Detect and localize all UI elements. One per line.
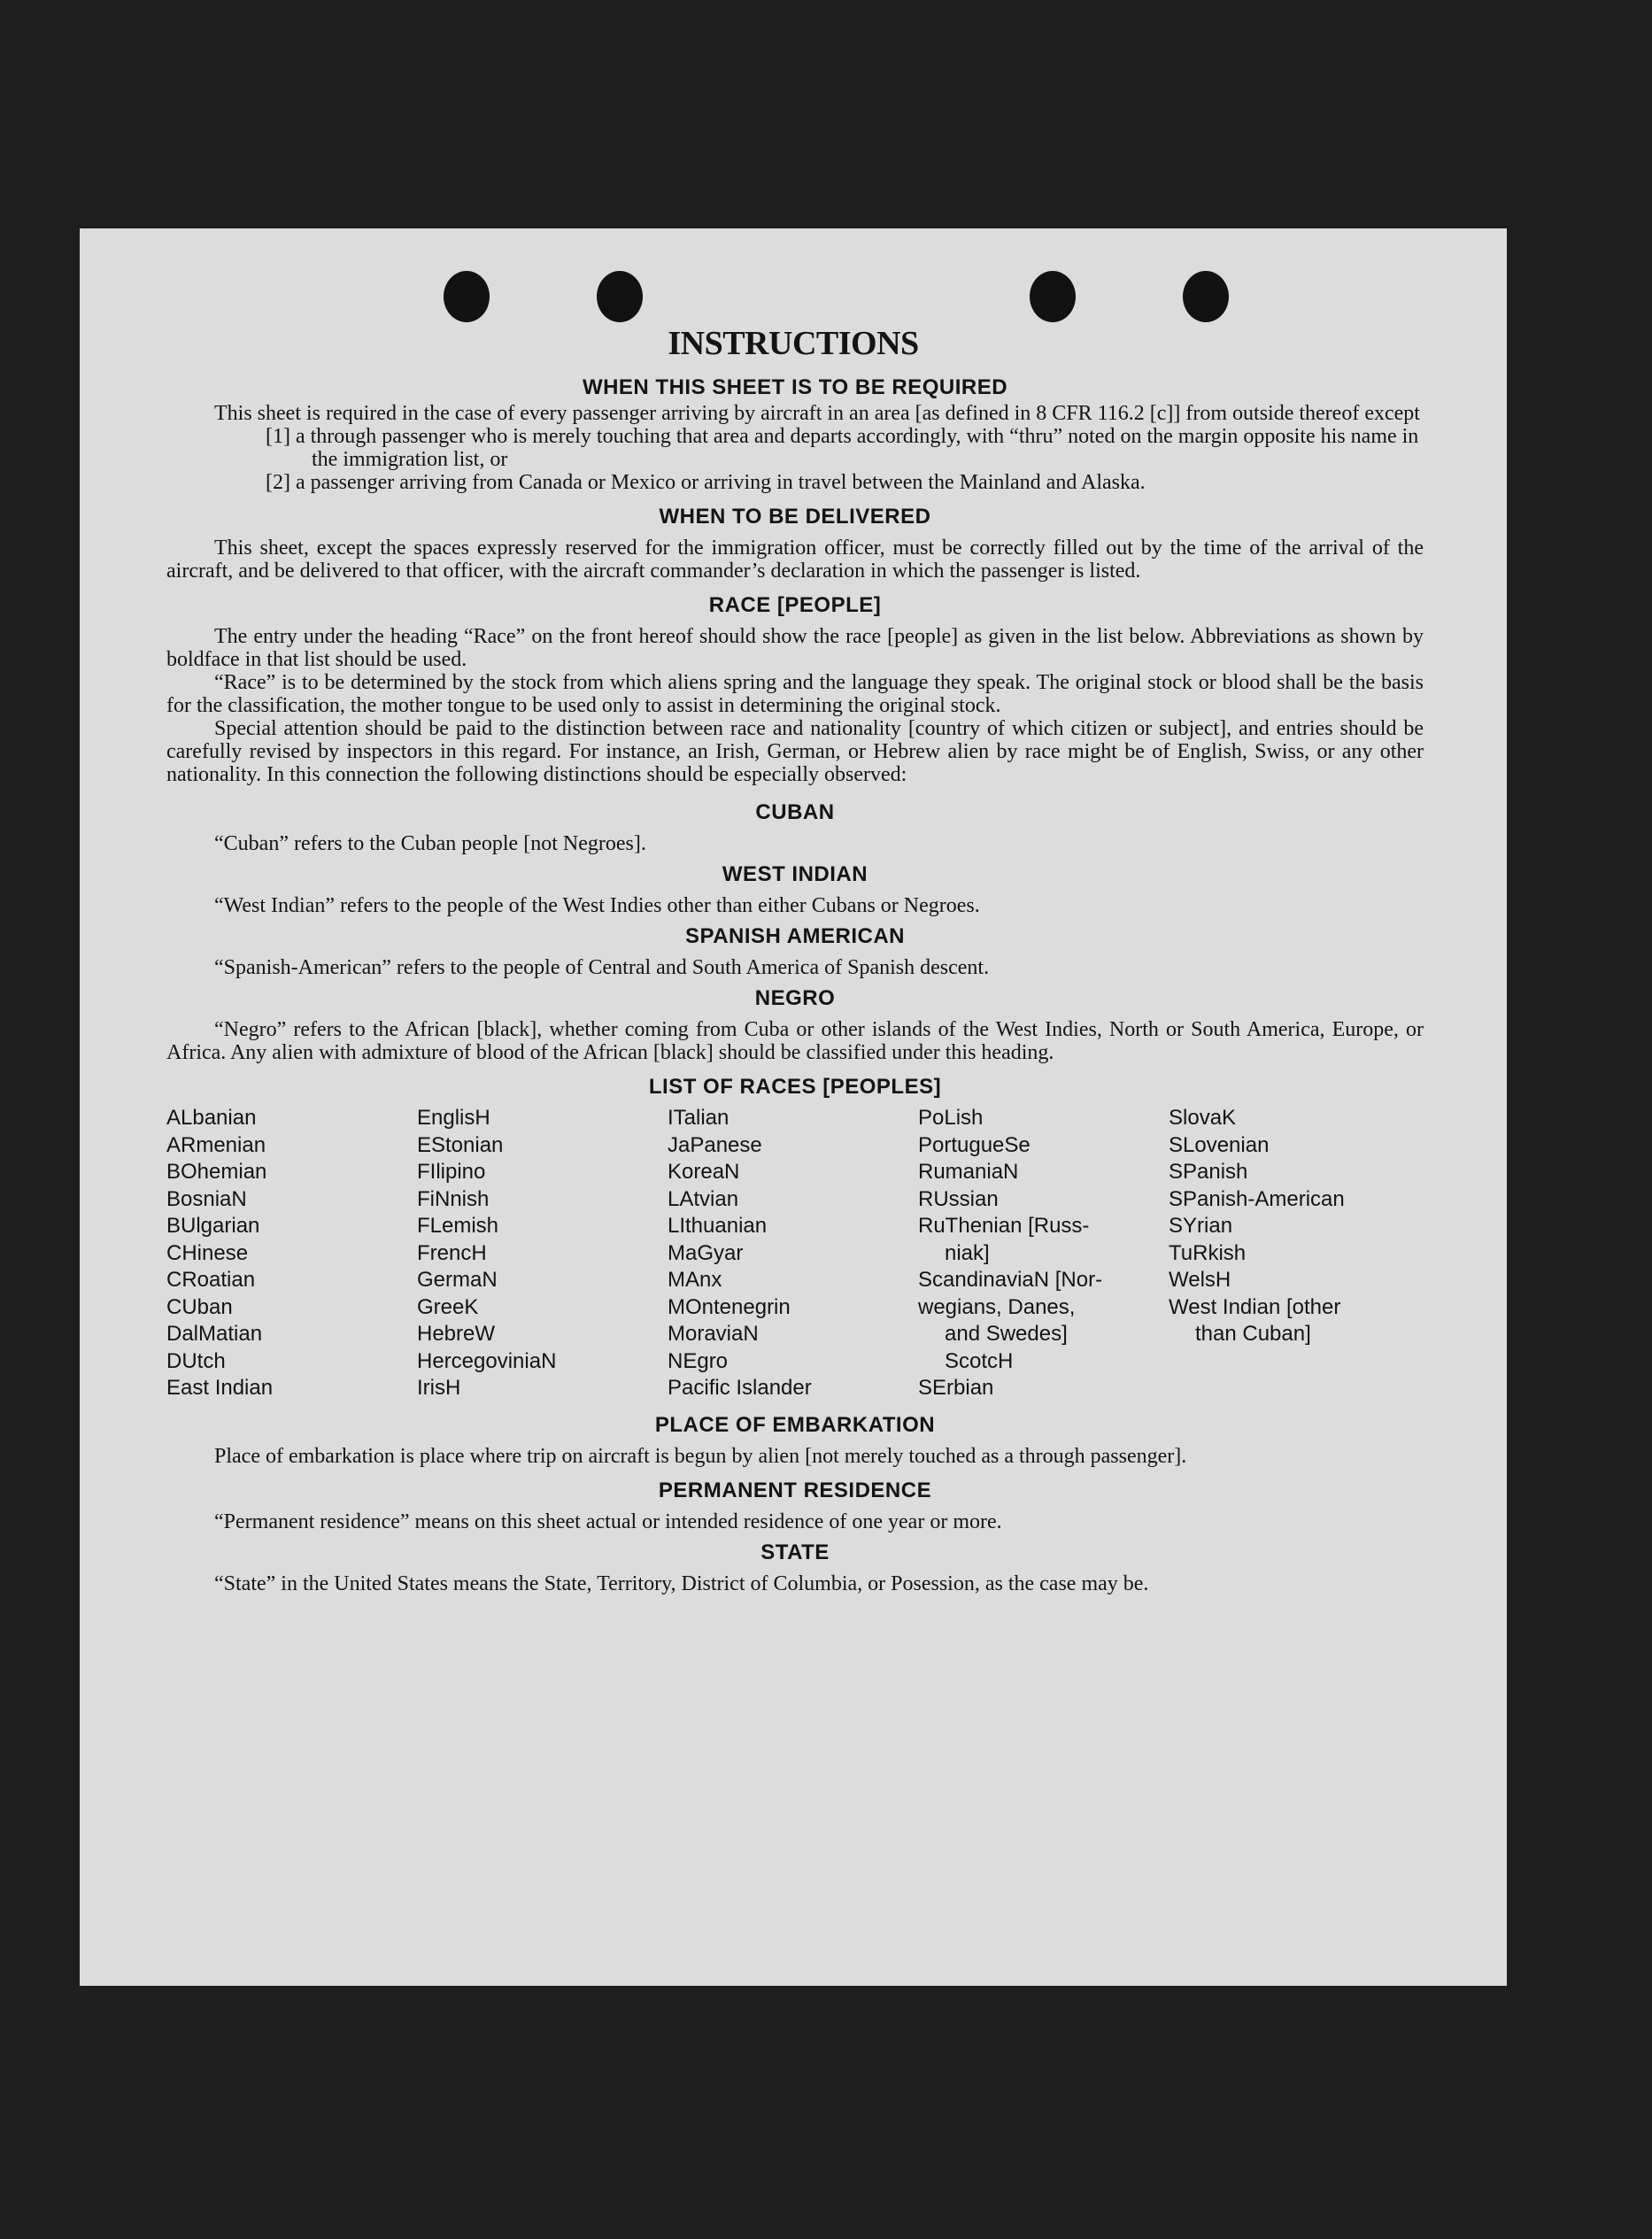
page-title: INSTRUCTIONS [668,325,919,362]
negro-text: “Negro” refers to the African [black], whether coming from Cuba or other islands of the West Indies, North or South America, Europe, or Africa. Any alien with admixture of blood of the African [black] should be classified under this heading. [166,1018,1424,1064]
race-entry: ITalian [668,1106,730,1130]
race-entry: MOntenegrin [668,1294,791,1319]
race-entry: SErbian [918,1376,994,1400]
required-item-2: [2] a passenger arriving from Canada or Mexico or arriving in travel between the Mainland and Alaska. [266,471,1146,494]
race-entry: FIlipino [417,1160,486,1184]
race-entry: MAnx [668,1268,722,1292]
race-entry: PortugueSe [918,1132,1031,1157]
punch-hole [444,271,490,322]
race-entry: CUban [166,1294,233,1319]
race-entry: and Swedes] [945,1322,1068,1346]
heading-spanish-american: SPANISH AMERICAN [684,924,905,948]
race-entry: CHinese [166,1240,249,1265]
spanish-american-text: “Spanish-American” refers to the people of Central and South America of Spanish descent. [214,956,990,979]
race-list [166,1105,1424,1402]
race-entry: Pacific Islander [668,1376,812,1400]
race-entry: EStonian [417,1132,504,1157]
race-column-5 [1169,1105,1419,1402]
race-entry: PoLish [918,1106,984,1130]
race-entry: CRoatian [166,1268,256,1292]
race-entry: RuThenian [Russ- [918,1214,1090,1238]
required-item-1: [1] a through passenger who is merely touching that area and departs accordingly, with “thru” noted on the margin opposite his name in the immigration list, or [266,425,1419,471]
race-column-2 [417,1105,668,1402]
race-entry: East Indian [166,1376,274,1400]
race-column-1 [166,1105,417,1402]
race-entry: SlovaK [1169,1106,1237,1130]
residence-text: “Permanent residence” means on this sheet actual or intended residence of one year or more. [214,1509,1002,1533]
race-entry: KoreaN [668,1160,740,1184]
race-paragraph-3: Special attention should be paid to the distinction between race and nationality [country of which citizen or subject], and entries should be carefully revised by inspectors in this regard. For instance, an Irish, German, or Hebrew alien by race might be of English, Swiss, or any other nationality. In this connection the following distinctions should be especially observed: [166,717,1424,786]
race-column-3 [668,1105,918,1402]
race-entry: DalMatian [166,1322,263,1346]
punch-hole [1183,271,1229,322]
heading-cuban: CUBAN [755,800,835,824]
punch-hole [597,271,643,322]
race-entry: MoraviaN [668,1322,759,1346]
punch-hole [1030,271,1076,322]
cuban-text: “Cuban” refers to the Cuban people [not Negroes]. [214,832,646,855]
heading-list-of-races: LIST OF RACES [PEOPLES] [648,1075,942,1099]
heading-permanent-residence: PERMANENT RESIDENCE [658,1478,932,1502]
race-entry: BosniaN [166,1186,247,1211]
race-paragraph-2: “Race” is to be determined by the stock from which aliens spring and the language they speak. The original stock or blood shall be the basis for the classification, the mother tongue to be used only to assist in determining the original stock. [166,671,1424,717]
race-entry: HercegoviniaN [417,1348,557,1373]
race-entry: GreeK [417,1294,479,1319]
heading-when-delivered: WHEN TO BE DELIVERED [659,505,931,529]
race-entry: LIthuanian [668,1214,768,1238]
state-text: “State” in the United States means the State, Territory, District of Columbia, or Posession, as the case may be. [214,1571,1149,1595]
race-entry: LAtvian [668,1186,739,1211]
delivered-text: This sheet, except the spaces expressly reserved for the immigration officer, must be correctly filled out by the time of the arrival of the aircraft, and be delivered to that officer, with the aircraft commander’s declaration in which the passenger is listed. [166,537,1424,583]
race-entry: SLovenian [1169,1132,1270,1157]
instructions-body [166,374,1424,1595]
race-entry: GermaN [417,1268,498,1292]
race-entry: JaPanese [668,1132,762,1157]
race-entry: than Cuban] [1195,1322,1311,1346]
race-entry: BOhemian [166,1160,267,1184]
race-entry: wegians, Danes, [918,1294,1076,1319]
race-entry: niak] [945,1240,990,1265]
heading-state: STATE [760,1540,830,1564]
race-entry: SPanish [1169,1160,1248,1184]
race-entry: SYrian [1169,1214,1233,1238]
race-entry: DUtch [166,1348,226,1373]
race-entry: BUlgarian [166,1214,260,1238]
race-entry: IrisH [417,1376,461,1400]
heading-west-indian: WEST INDIAN [722,862,868,886]
race-entry: RumaniaN [918,1160,1019,1184]
embarkation-text: Place of embarkation is place where trip on aircraft is begun by alien [not merely touched as a through passenger]. [214,1444,1187,1468]
race-entry: ARmenian [166,1132,266,1157]
heading-negro: NEGRO [754,986,836,1010]
required-intro: This sheet is required in the case of every passenger arriving by aircraft in an area [as defined in 8 CFR 116.2 [c]] from outside thereof except [214,402,1420,425]
document-page [80,228,1507,1986]
race-entry: West Indian [other [1169,1294,1341,1319]
race-entry: FiNnish [417,1186,490,1211]
heading-race: RACE [PEOPLE] [708,593,882,617]
race-entry: FLemish [417,1214,499,1238]
race-entry: ScotcH [945,1348,1014,1373]
race-entry: HebreW [417,1322,496,1346]
race-entry: ALbanian [166,1106,257,1130]
race-entry: WelsH [1169,1268,1231,1292]
race-paragraph-1: The entry under the heading “Race” on the front hereof should show the race [people] as given in the list below. Abbreviations as shown by boldface in that list should be used. [166,625,1424,671]
race-entry: TuRkish [1169,1240,1247,1265]
west-indian-text: “West Indian” refers to the people of the West Indies other than either Cubans or Negroes. [214,894,980,917]
race-entry: ScandinaviaN [Nor- [918,1268,1103,1292]
heading-place-of-embarkation: PLACE OF EMBARKATION [654,1412,936,1437]
race-entry: MaGyar [668,1240,744,1265]
heading-when-required: WHEN THIS SHEET IS TO BE REQUIRED [582,375,1008,399]
race-entry: SPanish-American [1169,1186,1345,1211]
race-entry: EnglisH [417,1106,490,1130]
race-entry: NEgro [668,1348,729,1373]
race-entry: RUssian [918,1186,999,1211]
race-entry: FrencH [417,1240,487,1265]
race-column-4 [918,1105,1169,1402]
